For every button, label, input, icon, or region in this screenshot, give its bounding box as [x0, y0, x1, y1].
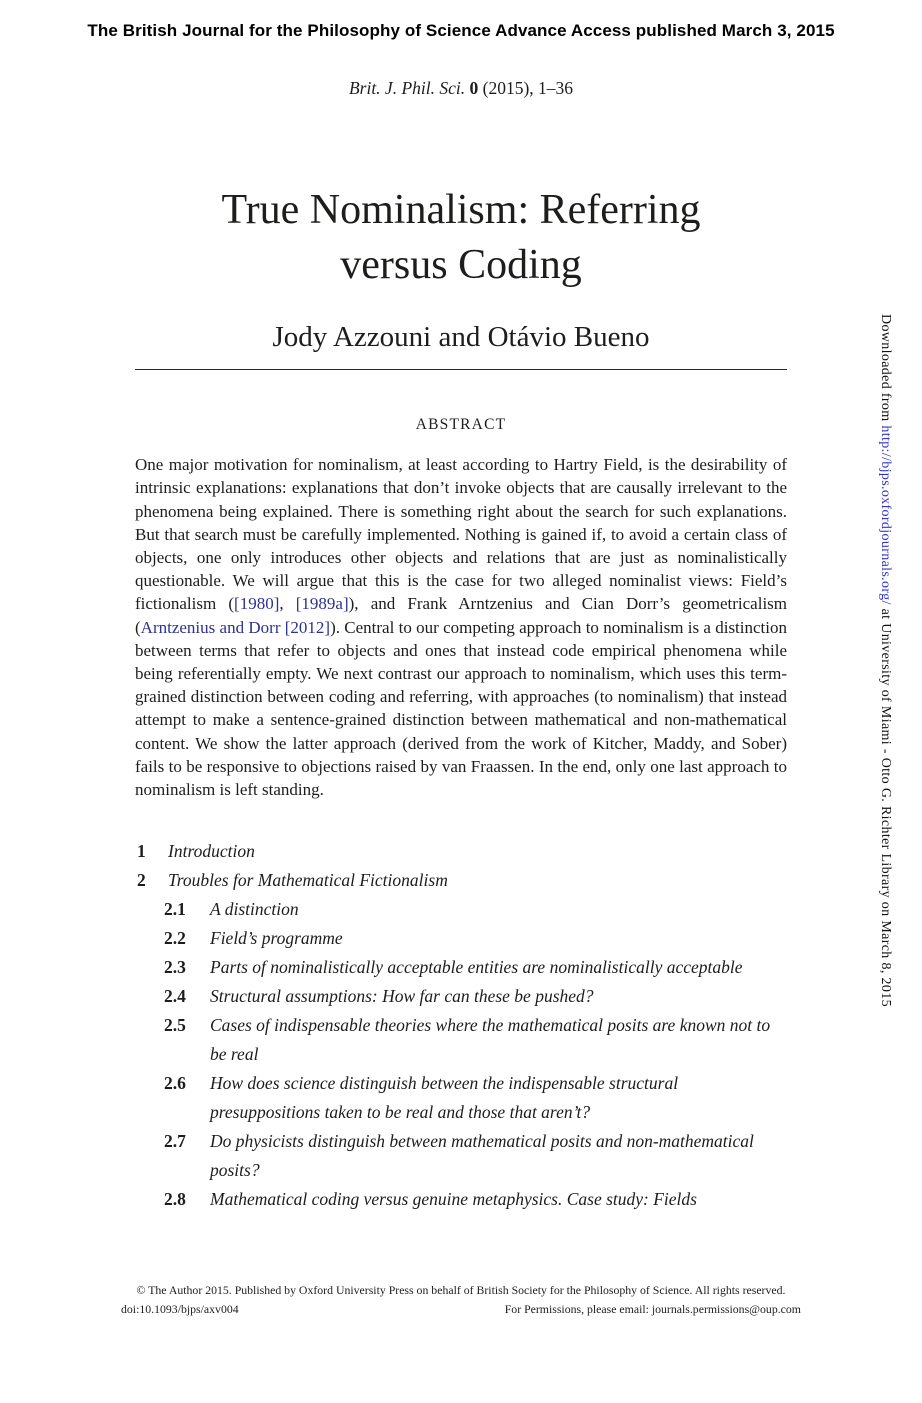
toc-item-number: 2.8	[164, 1189, 186, 1210]
text-segment: Downloaded from	[878, 314, 893, 426]
download-watermark	[877, 314, 893, 1007]
toc-item	[135, 924, 787, 953]
advance-access-banner: The British Journal for the Philosophy of Science Advance Access published March 3, 2015	[87, 21, 835, 40]
toc-item-label: Mathematical coding versus genuine metaphysics. Case study: Fields	[210, 1189, 697, 1210]
page-footer	[0, 1283, 922, 1317]
toc-item-number: 2.3	[164, 957, 186, 978]
toc-item-number: 2.1	[164, 899, 186, 920]
toc-item-number: 2.6	[164, 1073, 186, 1094]
text-segment: ), and Frank Arntzenius and Cian Dorr’s geometricalism (	[135, 594, 787, 637]
text-segment: ). Central to our competing approach to nominalism is a distinction between terms that refer to objects and ones that instead code empirical phenomena while being referentially empty. We next contrast our approach to nominalism, which uses this term-grained distinction between coding and referring, with approaches (to nominalism) that instead attempt to make a sentence-grained distinction between mathematical and non-mathematical content. We show the latter approach (derived from the work of Kitcher, Maddy, and Sober) fails to be responsive to objections raised by van Fraassen. In the end, only one last approach to nominalism is left standing.	[135, 617, 787, 799]
text-segment: at University of Miami - Otto G. Richter Library on March 8, 2015	[878, 604, 893, 1007]
toc-item	[135, 895, 787, 924]
toc-item	[135, 837, 787, 866]
journal-article-page	[0, 21, 922, 1403]
doi-text: doi:10.1093/bjps/axv004	[121, 1302, 239, 1316]
citation-link[interactable]: [1989a]	[295, 594, 349, 614]
toc-item	[135, 1185, 787, 1214]
title-divider	[135, 369, 787, 370]
toc-item-number: 2.7	[164, 1131, 186, 1152]
citation-link[interactable]: [1980]	[234, 594, 280, 614]
paper-authors: Jody Azzouni and Otávio Bueno	[272, 321, 650, 354]
text-segment: ,	[279, 594, 296, 614]
permissions-note: For Permissions, please email: journals.permissions@oup.com	[504, 1302, 801, 1316]
toc-item-label: Troubles for Mathematical Fictionalism	[168, 870, 448, 891]
toc-item-number: 2.2	[164, 928, 186, 949]
paper-title-line-1: True Nominalism: Referring	[221, 187, 701, 233]
toc-item-number: 2	[137, 870, 146, 891]
toc-item-label: Introduction	[168, 841, 255, 862]
toc-item-label: Do physicists distinguish between mathematical posits and non-mathematical posits?	[210, 1131, 754, 1181]
toc-item	[135, 982, 787, 1011]
table-of-contents	[135, 837, 787, 1214]
toc-item-label: Parts of nominalistically acceptable entities are nominalistically acceptable	[210, 957, 743, 978]
toc-item-label: Structural assumptions: How far can these be pushed?	[210, 986, 594, 1007]
toc-item-label: Field’s programme	[210, 928, 343, 949]
journal-name: Brit. J. Phil. Sci.	[348, 78, 466, 98]
paper-title	[135, 183, 787, 293]
sidebar-url-link[interactable]: http://bjps.oxfordjournals.org/	[878, 425, 893, 605]
toc-item-label: How does science distinguish between the indispensable structural presuppositions taken to be real and those that aren’t?	[210, 1073, 679, 1123]
journal-citation	[135, 78, 787, 99]
abstract-text	[135, 453, 787, 801]
toc-item-label: A distinction	[210, 899, 299, 920]
content-column	[135, 78, 787, 1214]
toc-item-label: Cases of indispensable theories where the mathematical posits are known not to be real	[210, 1015, 771, 1065]
text-segment: One major motivation for nominalism, at least according to Hartry Field, is the desirability of intrinsic explanations: explanations that don’t invoke objects that are causally irrelevant to the phenomena being explained. There is something right about the search for such explanations. But that search must be carefully implemented. Nothing is gained if, to avoid a certain class of objects, one only introduces other objects and relations that are just as nominalistically questionable. We will argue that this is the case for two alleged nominalist views: Field’s fictionalism (	[135, 455, 787, 614]
toc-item	[135, 1069, 787, 1127]
paper-title-line-2: versus Coding	[340, 242, 582, 288]
copyright-notice: © The Author 2015. Published by Oxford University Press on behalf of British Society for the Philosophy of Science. All rights reserved.	[136, 1283, 786, 1297]
toc-item-number: 2.5	[164, 1015, 186, 1036]
footer-inner	[121, 1283, 801, 1317]
journal-volume: 0	[469, 78, 479, 98]
toc-item	[135, 953, 787, 982]
citation-link[interactable]: Arntzenius and Dorr [2012]	[140, 617, 331, 637]
journal-year-pages: (2015), 1–36	[482, 78, 574, 98]
abstract-heading: ABSTRACT	[415, 416, 507, 434]
toc-item-number: 1	[137, 841, 146, 862]
toc-item	[135, 1127, 787, 1185]
toc-item	[135, 1011, 787, 1069]
toc-item	[135, 866, 787, 895]
toc-item-number: 2.4	[164, 986, 186, 1007]
footer-meta-row	[121, 1302, 801, 1317]
